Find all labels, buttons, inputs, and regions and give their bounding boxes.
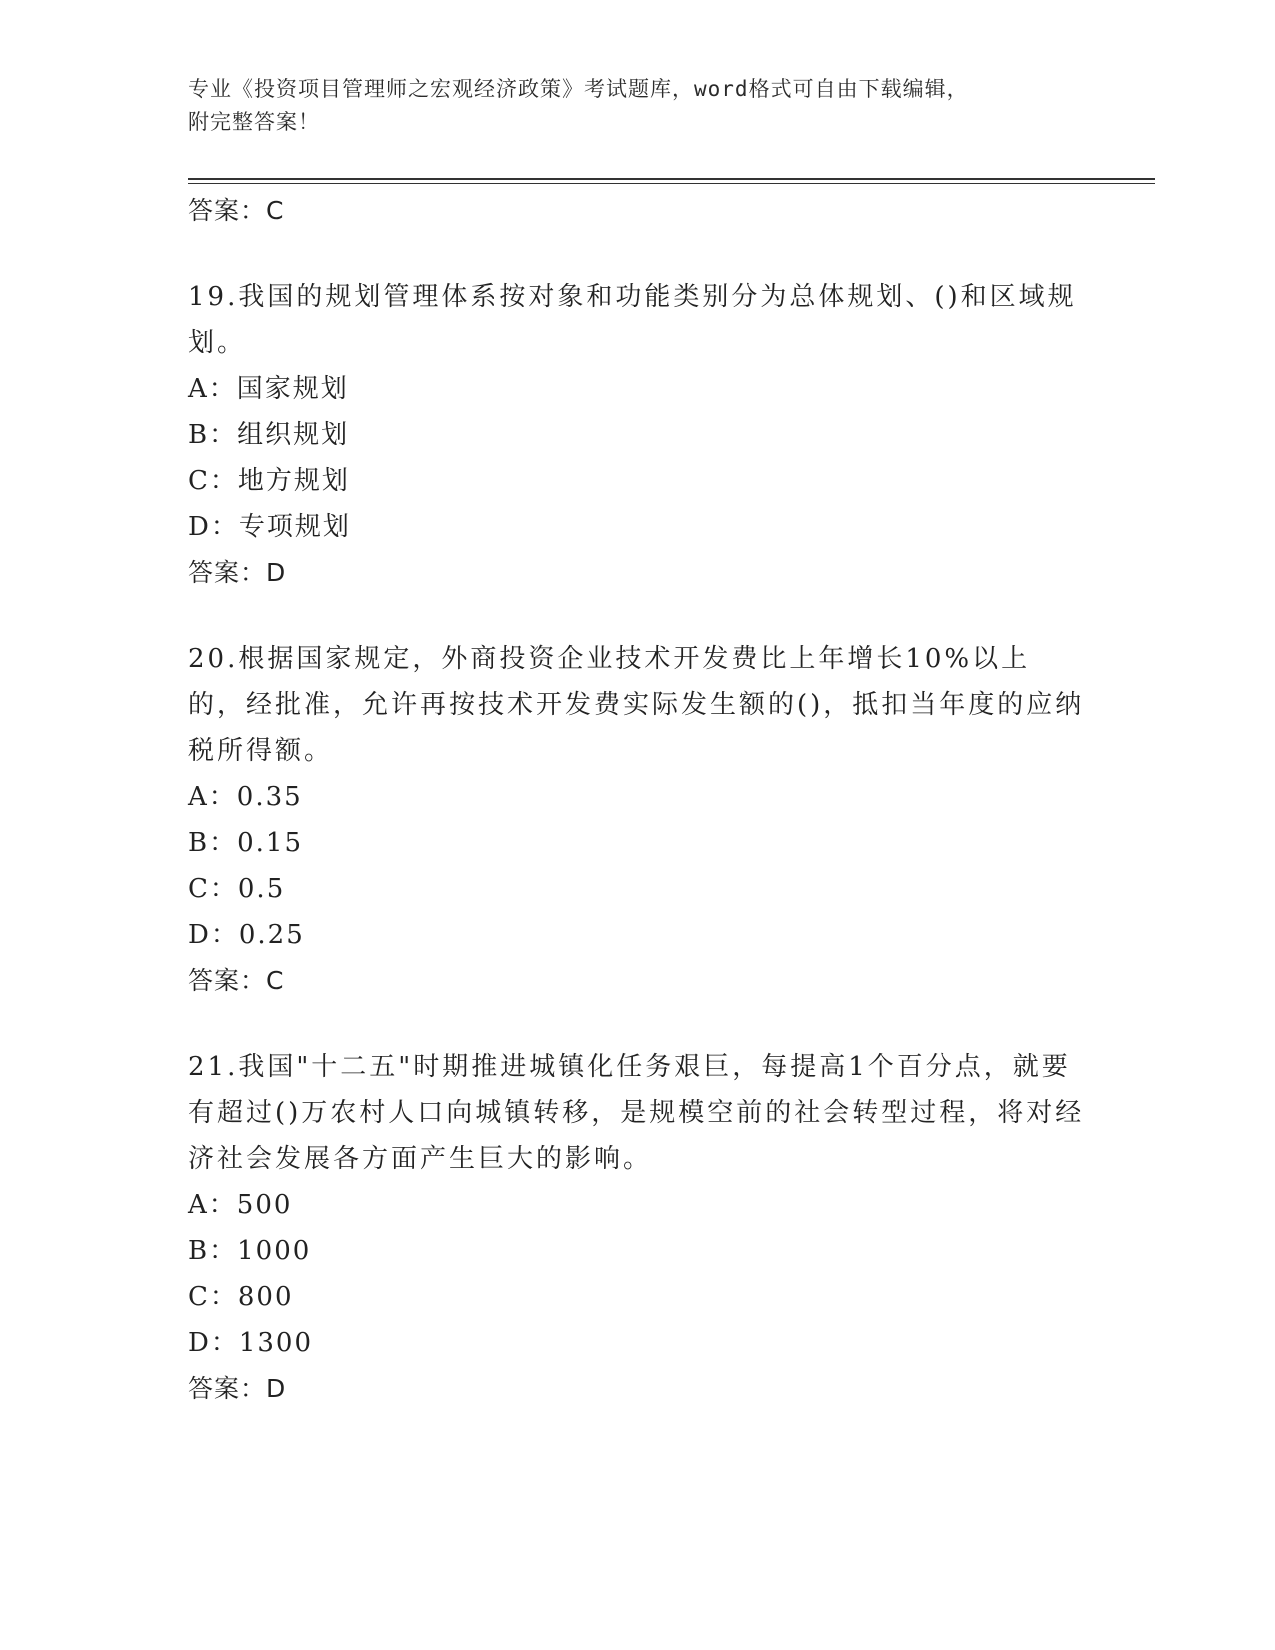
header-line-2: 附完整答案！: [188, 110, 320, 134]
document-body: [188, 188, 1088, 1412]
question-stem: 21.我国"十二五"时期推进城镇化任务艰巨，每提高1个百分点，就要有超过()万农村人口向城镇转移，是规模空前的社会转型过程，将对经济社会发展各方面产生巨大的影响。: [188, 1052, 1085, 1174]
header-line-1: 专业《投资项目管理师之宏观经济政策》考试题库，word格式可自由下载编辑，: [188, 77, 969, 101]
option-c: C：0.5: [188, 874, 286, 904]
option-a: A：国家规划: [188, 374, 349, 404]
question-21: [188, 1044, 1088, 1412]
option-d: D：0.25: [188, 920, 305, 950]
option-a: A：0.35: [188, 782, 303, 812]
option-d: D：专项规划: [188, 512, 351, 542]
question-stem: 20.根据国家规定，外商投资企业技术开发费比上年增长10%以上的，经批准，允许再按技术开发费实际发生额的()，抵扣当年度的应纳税所得额。: [188, 644, 1085, 766]
option-b: B：组织规划: [188, 420, 350, 450]
answer-line: 答案：C: [188, 966, 285, 995]
answer-line: 答案：C: [188, 196, 285, 225]
option-a: A：500: [188, 1190, 293, 1220]
answer-line: 答案：D: [188, 1374, 287, 1403]
question-19: [188, 274, 1088, 596]
page-header: [188, 73, 1088, 139]
option-b: B：1000: [188, 1236, 312, 1266]
header-rule-thin: [188, 183, 1155, 184]
question-stem: 19.我国的规划管理体系按对象和功能类别分为总体规划、()和区域规划。: [188, 282, 1077, 358]
header-rule-thick: [188, 178, 1155, 180]
answer-line: 答案：D: [188, 558, 287, 587]
option-c: C：800: [188, 1282, 294, 1312]
option-c: C：地方规划: [188, 466, 350, 496]
option-d: D：1300: [188, 1328, 314, 1358]
question-20: [188, 636, 1088, 1004]
option-b: B：0.15: [188, 828, 303, 858]
